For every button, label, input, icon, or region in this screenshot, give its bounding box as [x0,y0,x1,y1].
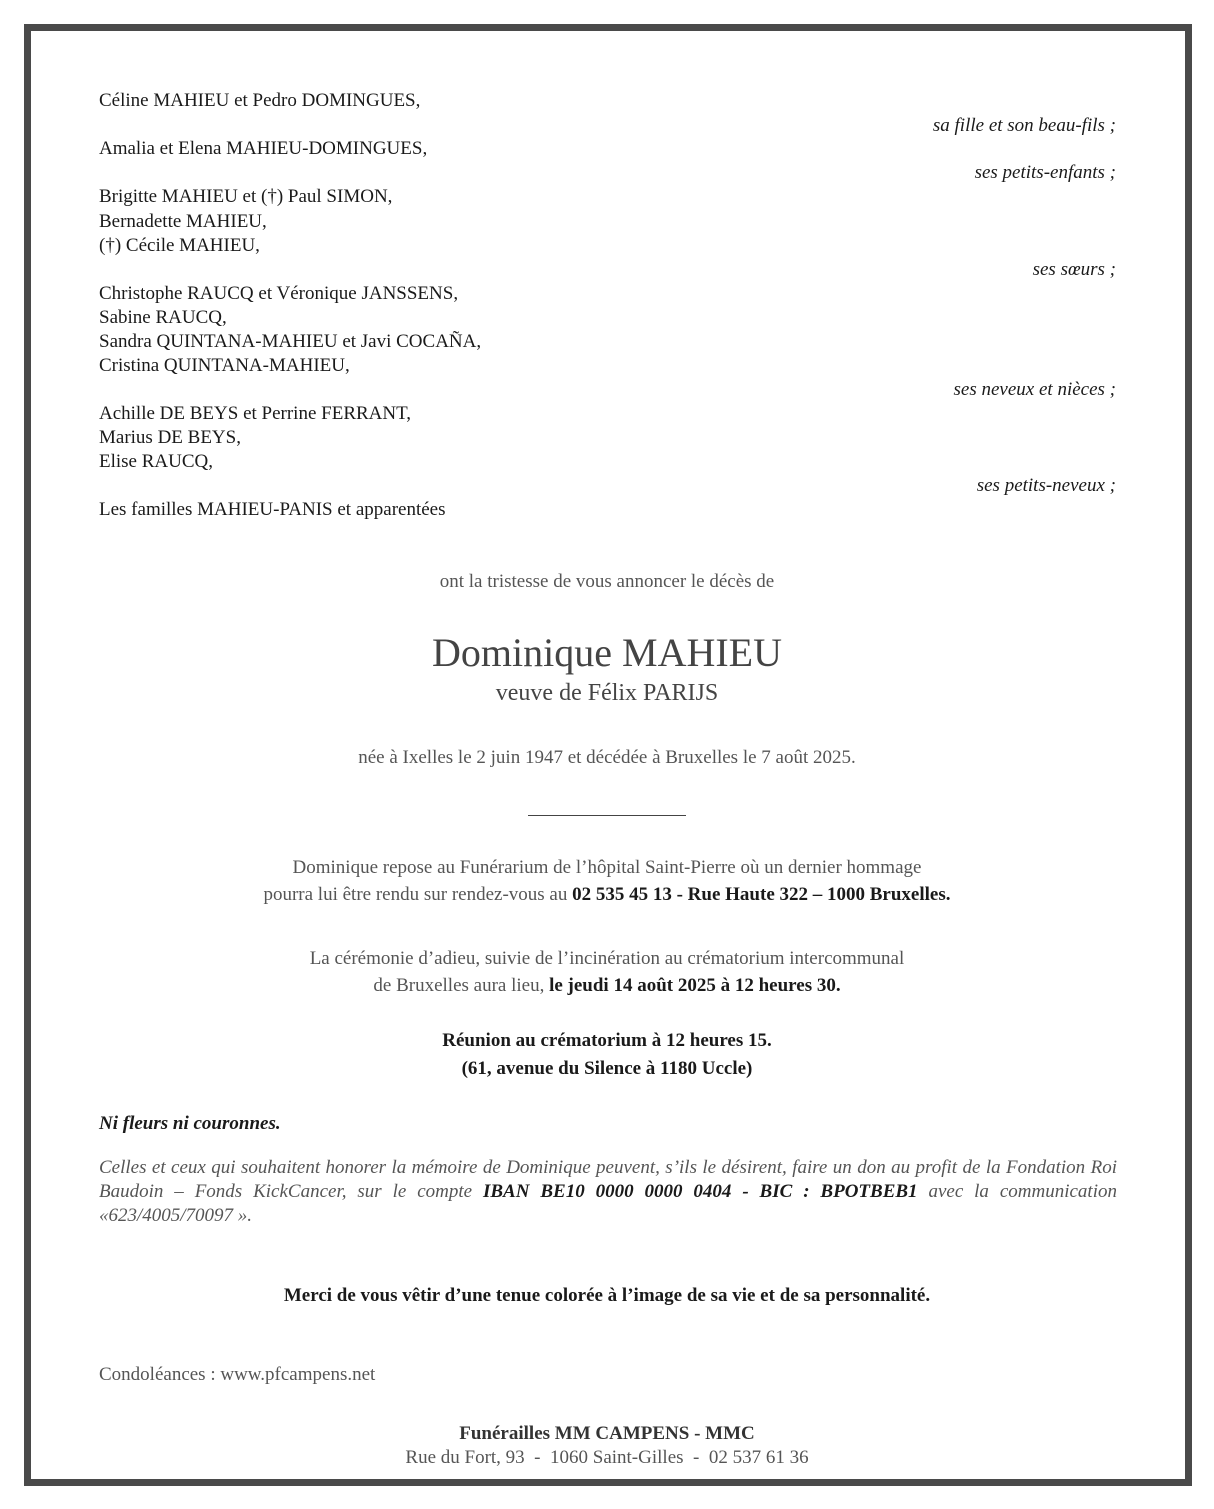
bank-details: IBAN BE10 0000 0000 0404 - BIC : BPOTBEB1 [482,1181,918,1202]
mourner-line: Elise RAUCQ, [99,451,213,472]
donation-text: Celles et ceux qui souhaitent honorer la mémoire de Dominique peuvent, s’ils le désirent, faire un don au profit de la Fondation Roi Baudoin – Fonds KickCancer, sur le compte [99,1157,1117,1202]
mourner-line: Achille DE BEYS et Perrine FERRANT, [99,403,412,424]
funeral-home-address: Rue du Fort, 93 - 1060 Saint-Gilles - 02 537 61 36 [405,1447,809,1468]
meeting-line-2: (61, avenue du Silence à 1180 Uccle) [461,1058,753,1079]
mourner-line: (†) Cécile MAHIEU, [99,235,260,256]
donation-paragraph [99,1156,1117,1228]
relation-label: ses petits-enfants ; [974,162,1116,183]
separator-rule [528,815,686,816]
mourner-line: Bernadette MAHIEU, [99,211,267,232]
mourner-line: Brigitte MAHIEU et (†) Paul SIMON, [99,186,393,207]
relation-label: ses petits-neveux ; [976,475,1116,496]
deceased-name: Dominique MAHIEU [432,630,782,675]
visitation-contact: 02 535 45 13 - Rue Haute 322 – 1000 Bruxelles. [572,884,951,905]
mourner-line: Céline MAHIEU et Pedro DOMINGUES, [99,90,421,111]
dress-code-note: Merci de vous vêtir d’une tenue colorée à l’image de sa vie et de sa personnalité. [283,1285,931,1306]
mourner-line: Sandra QUINTANA-MAHIEU et Javi COCAÑA, [99,331,482,352]
meeting-line-1: Réunion au crématorium à 12 heures 15. [442,1030,772,1051]
mourner-line: Marius DE BEYS, [99,427,241,448]
relation-label: ses neveux et nièces ; [953,379,1116,400]
ceremony-line-1: La cérémonie d’adieu, suivie de l’incinération au crématorium intercommunal [309,948,905,969]
no-flowers-note: Ni fleurs ni couronnes. [99,1113,281,1134]
relation-label: sa fille et son beau-fils ; [932,115,1116,136]
widow-of: veuve de Félix PARIJS [495,680,719,706]
mourner-line: Christophe RAUCQ et Véronique JANSSENS, [99,283,459,304]
ceremony-line-2 [0,974,1214,998]
mourner-line: Les familles MAHIEU-PANIS et apparentées [99,499,446,520]
condolences-link: Condoléances : www.pfcampens.net [99,1364,376,1385]
ceremony-text: de Bruxelles aura lieu, [373,975,550,996]
mourner-line: Cristina QUINTANA-MAHIEU, [99,355,350,376]
birth-death-text: née à Ixelles le 2 juin 1947 et décédée à Bruxelles le 7 août 2025. [358,747,856,768]
relation-label: ses sœurs ; [1032,259,1116,280]
announcement-text: ont la tristesse de vous annoncer le décès de [439,571,775,592]
visitation-text: pourra lui être rendu sur rendez-vous au [263,884,573,905]
mourner-line: Sabine RAUCQ, [99,307,227,328]
donation-communication: avec la communication «623/4005/70097 ». [99,1181,1117,1226]
ceremony-datetime: le jeudi 14 août 2025 à 12 heures 30. [549,975,841,996]
mourner-line: Amalia et Elena MAHIEU-DOMINGUES, [99,138,428,159]
visitation-line-2 [0,883,1214,907]
visitation-line-1: Dominique repose au Funérarium de l’hôpital Saint-Pierre où un dernier hommage [292,857,922,878]
funeral-home-name: Funérailles MM CAMPENS - MMC [459,1423,755,1444]
